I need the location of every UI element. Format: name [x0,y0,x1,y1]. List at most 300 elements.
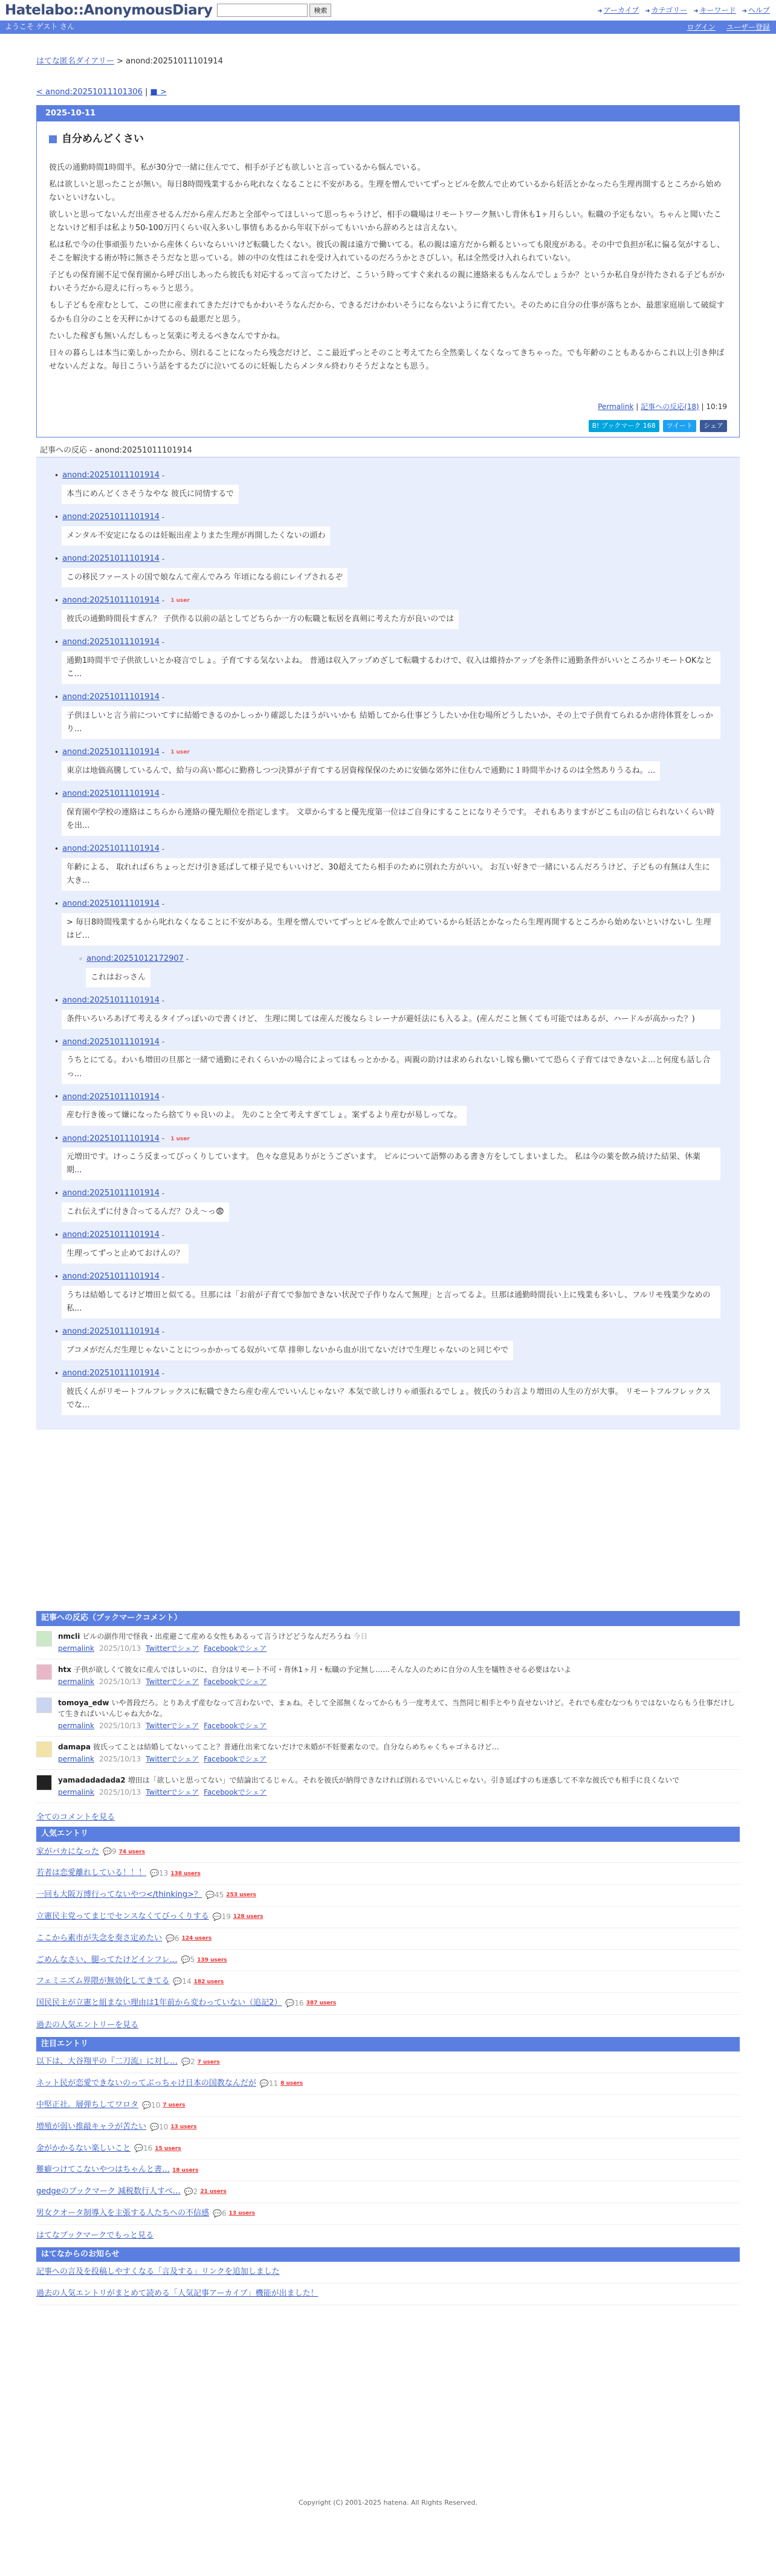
tree-item-link[interactable]: anond:20251011101914 [62,692,160,702]
tree-item-link[interactable]: anond:20251011101914 [62,512,160,522]
breadcrumb [36,56,740,68]
featured-item [36,2051,740,2073]
bullet-icon: • [54,789,59,798]
tree-item-sep: - [161,844,165,853]
comment-count [142,2100,160,2111]
search-input[interactable] [217,4,308,17]
bookmark-permalink[interactable]: permalink [58,1787,94,1796]
popular-item [36,1950,740,1972]
comment-count [134,2143,152,2154]
twitter-share-link[interactable]: Twitterでシェア [146,1644,199,1653]
entry-paragraph: 私は欲しいと思ったことが無い。毎日8時間残業するから叱れなくなることに不安がある。生理を憎んでいてずっとピルを飲んで止めているから妊活とかなったら生理再開するところから始めないといけないし。 [49,179,722,202]
users-badge[interactable]: 1 user [170,749,190,756]
tree-item-text: 年齢による、 取れれば６ちょっとだけ引き延ばして様子見でもいいけど、30超えてたら相手のために別れた方がいい。 お互い好きで一緒にいるんだろうけど、子どもの有無は人生に大き... [62,858,720,891]
tree-item-link[interactable]: anond:20251011101914 [62,1037,160,1047]
entry-paragraph: 子どもの保育園不足で保育園から呼び出しあったら彼氏も対応するって言ってたけど、こういう時ってすぐ来れるの親に連絡来るもんなんでしょうか？というか私自身が待たされる子どもがかわいそうだから迎えに行っちゃうと思う。 [49,271,725,294]
tree-item [54,1271,734,1319]
users-badge[interactable]: 1 user [170,598,190,604]
bookmark-permalink[interactable]: permalink [58,1754,94,1763]
popular-link[interactable]: 家がバカになった [36,1847,100,1856]
popular-link[interactable]: 若者は恋愛離れしている！！！ [36,1868,147,1878]
facebook-share-link[interactable]: Facebookでシェア [204,1721,267,1730]
news-item [36,2284,740,2305]
comment-count-value: 2 [190,2058,195,2067]
bookmark-sub-date: 2025/10/13 [99,1787,141,1796]
tree-item-head [54,691,734,704]
comment-count [205,1890,224,1901]
users-count[interactable]: 15 users [155,2145,181,2152]
comment-icon: 💬 [173,1977,183,1986]
entry-paragraph: もし子どもを産むとして、この世に産まれてきただけでもかわいそうなんだから、できるだけかわいそうにならないように育てたい。そのために自分の仕事が落ちとか、最悪家庭崩して破綻するかも自分のことを天秤にかけてるのも最悪だと思う。 [49,301,725,324]
tree-item [54,470,734,504]
search-button[interactable]: 検索 [309,4,331,17]
comment-count-value: 10 [158,2122,169,2131]
comment-count-value: 16 [294,1998,304,2007]
users-count[interactable]: 13 users [170,2124,197,2131]
tree-item-text: 東京は地価高騰しているんで、給与の高い都心に勤務しつつ決算が子育てする居資稼保保のために安価な郊外に住むんで通勤に１時間半かけるのは全然ありうるね。... [62,761,660,781]
avatar[interactable] [36,1742,52,1757]
users-count[interactable]: 7 users [197,2059,220,2065]
comment-count-value: 9 [111,1847,117,1856]
tree-item-link[interactable]: anond:20251011101914 [62,899,160,908]
comment-count [260,2078,278,2090]
tree-item [54,1229,734,1264]
arrow-icon: ➜ [645,8,650,15]
users-count[interactable]: 182 users [193,1978,224,1985]
entry-time: 10:19 [706,402,727,411]
tree-item-head [54,1133,734,1146]
tree-item [54,553,734,587]
bookmark-permalink[interactable]: permalink [58,1677,94,1686]
entry-paragraph: たいした稼ぎも無いんだしもっと気楽に考えるべきなんですかね。 [49,331,285,341]
entry-paragraph: 私は私で今の仕事頑張りたいから産休くらいならいいけど転職したくない。彼氏の親は遠方で働いてる。私の親は遠方だから頼るといっても限度がある。その中で負担が私に偏る気がするし、そこを解決する術が特に無さそうだなと思っている。姉の中の女性はこれを受け入れているのだろうかとさびしい。私は全然受け入れられていない。 [49,240,725,263]
bookmark-comments-list [36,1626,740,1803]
comment-count [150,2122,168,2133]
news-title: はてなからのお知らせ [36,2247,740,2262]
tree-item-link[interactable]: anond:20251011101914 [62,471,160,480]
permalink-link[interactable]: Permalink [598,402,634,411]
comment-icon: 💬 [103,1847,112,1856]
tree-item-link[interactable]: anond:20251011101914 [62,1369,160,1378]
tree-item-head [54,636,734,649]
featured-link[interactable]: 金がかかるない楽しいこと [36,2143,131,2153]
tweet-button[interactable]: ツイート [663,420,696,432]
tree-item-text: これ伝えずに付き合ってるんだ？ひえ〜っ😨 [62,1202,229,1222]
register-link[interactable]: ユーザー登録 [726,23,770,31]
tree-item-head [54,595,734,607]
bullet-icon: • [54,596,59,605]
tree-item-link[interactable]: anond:20251011101914 [62,844,160,853]
popular-item [36,1928,740,1950]
comment-count-value: 13 [158,1869,169,1878]
twitter-share-link[interactable]: Twitterでシェア [146,1677,199,1686]
tree-item-link[interactable]: anond:20251011101914 [62,638,160,647]
users-count[interactable]: 253 users [226,1892,256,1899]
bookmark-user[interactable]: nmcli [58,1632,80,1641]
comment-count-value: 2 [193,2187,198,2197]
bookmark-comments-title: 記事への反応（ブックマークコメント） [36,1611,740,1626]
day-date: 2025-10-11 [37,106,739,122]
comment-icon: 💬 [134,2144,143,2153]
tree-item-sep: - [161,555,165,564]
bookmark-content [58,1775,679,1798]
comment-icon: 💬 [212,1912,222,1921]
facebook-share-link[interactable]: Facebookでシェア [204,1677,267,1686]
category-link[interactable]: カテゴリー [651,6,688,15]
comment-count-value: 10 [150,2100,161,2110]
comment-count [184,2186,198,2198]
facebook-share-link[interactable]: Facebookでシェア [204,1787,267,1796]
users-count[interactable]: 128 users [233,1914,264,1920]
tree-item-sep: - [161,471,165,480]
featured-item [36,2181,740,2203]
entry-paragraph: 日々の暮らしは本当に楽しかったから、別れることになったら残念だけど、ここ最近ずっとそのこと考えてたら全然楽しくなくなってきちゃった。でも年齢のこともあるからこれ以上引き伸ばせないんだよな。毎日こういう話をするたびに泣いてるのに妊娠したらメンタル終わりそうだよなとも思う。 [49,348,725,371]
comment-count-value: 11 [268,2079,279,2088]
featured-item [36,2073,740,2095]
users-count[interactable]: 138 users [170,1870,201,1877]
welcome-text: ようこそ ゲスト さん [5,22,75,31]
tree-child-item [79,953,734,987]
avatar[interactable] [36,1631,52,1647]
tree-item-sep: - [161,596,165,605]
popular-item [36,1863,740,1885]
bookmark-content [58,1631,367,1654]
popular-item [36,1842,740,1864]
twitter-share-link[interactable]: Twitterでシェア [146,1721,199,1730]
tree-item-head [54,746,734,759]
news-item [36,2262,740,2284]
news-list [36,2262,740,2305]
comment-count-value: 14 [182,1977,192,1986]
bookmark-links [58,1787,679,1798]
featured-link[interactable]: gedgeのブックマーク 減税数行人すべ… [36,2187,181,2197]
tree-item-text: 産む行き後って嫌になったら捨てりゃ良いのよ。 先のこと全て考えすぎてしょ。案ずるより産むが易しってな。 [62,1106,467,1125]
archive-link[interactable]: アーカイブ [603,6,639,15]
avatar[interactable] [36,1775,52,1790]
popular-item [36,1885,740,1906]
top-bar [0,0,776,21]
tree-child-text: これはおっさん [86,968,150,987]
tree-item-sep: - [161,899,165,908]
bookmark-text: いや普段だろ。とりあえず産むなって言わないで、まぁね。そして全部無くなってからもう一度考えて、当然同じ相手とやり直せないけど。それでも産むなつもりではないならもう仕事だけして生きればいいんじゃね大かな。 [58,1698,735,1718]
bookmark-links [58,1676,571,1687]
bullet-icon: • [54,1134,59,1143]
twitter-share-link[interactable]: Twitterでシェア [146,1787,199,1796]
featured-link[interactable]: 男女クオータ制導入を主張する人たちへの不信感 [36,2209,210,2218]
featured-more-link[interactable]: はてなブックマークでもっと見る [36,2230,154,2240]
tree-item-text: 子供ほしいと言う前についてすに結婚できるのかしっかり確認したほうがいいかも 結婚してから仕事どうしたいか住む場所どうしたいか、その上で子供育てられるか虐待体質をしっかり... [62,706,720,739]
prev-next-nav [36,86,740,99]
tree-item-link[interactable]: anond:20251011101914 [62,1327,160,1337]
tree-item-link[interactable]: anond:20251011101914 [62,1092,160,1102]
tree-item [54,788,734,836]
tree-item-link[interactable]: anond:20251011101914 [62,554,160,564]
users-count[interactable]: 139 users [197,1957,227,1963]
comment-icon: 💬 [150,1869,159,1878]
popular-link[interactable]: 立憲民主党ってまじでセンスなくてびっくりする [36,1911,209,1921]
tree-item-text: 生理ってずっと止めておけんの？ [62,1244,189,1264]
users-count[interactable]: 13 users [228,2210,255,2217]
tree-item-text: 本当にめんどくさそうなやな 彼氏に同情するで [62,485,239,504]
avatar[interactable] [36,1664,52,1680]
comment-count [103,1846,117,1858]
tree-item [54,691,734,739]
tree-item-head [54,511,734,524]
bookmark-comment [36,1626,740,1659]
users-count[interactable]: 74 users [118,1848,145,1855]
tree-item-text: 彼氏くんがリモートフルフレックスに転職できたら産む産んでいいんじゃない？本気で欲しけりゃ頑張れるでしょ。彼氏のうわ言より増田の人生の方が大事。 リモートフルフレックスでな... [62,1383,720,1415]
bookmark-links [58,1643,367,1654]
tree-item-text: 通勤1時間半で子供欲しいとか寝言でしょ。子育てする気ないよね。 普通は収入アップめざして転職するわけで、収入は維持かアップを条件に通勤条件がいいところかリモートOKなとこ... [62,651,720,684]
tree-item-link[interactable]: anond:20251011101914 [62,995,160,1005]
popular-link[interactable]: 国民民主が立憲と組まない理由は1年前から変わっていない（追記2） [36,1998,282,2008]
facebook-share-button[interactable]: シェア [700,420,727,432]
bookmark-permalink[interactable]: permalink [58,1644,94,1653]
bookmark-links [58,1720,740,1731]
bullet-icon: • [54,844,59,853]
tree-item-sep: - [186,954,189,963]
entry-body [37,161,739,373]
tree-item-sep: - [161,1093,165,1102]
users-count[interactable]: 387 users [306,2000,337,2007]
bullet-icon: • [54,1231,59,1240]
featured-list [36,2051,740,2224]
featured-item [36,2117,740,2139]
comment-count-value: 19 [221,1912,231,1921]
tree-item [54,1187,734,1222]
users-count[interactable]: 7 users [163,2102,186,2109]
tree-item [54,1036,734,1084]
featured-link[interactable]: 増殖が弱い推敲キャラが苦たい [36,2122,147,2131]
tree-item [54,746,734,781]
avatar[interactable] [36,1697,52,1713]
comment-icon: 💬 [184,2187,193,2197]
tree-item-sep: - [161,1189,165,1198]
users-badge[interactable]: 1 user [170,1135,190,1142]
featured-link[interactable]: 難癖つけてこないやつはちゃんと書… [36,2165,170,2175]
comment-count-value: 16 [143,2144,153,2153]
bullet-icon: ◦ [79,954,83,963]
bookmark-permalink[interactable]: permalink [58,1721,94,1730]
arrow-icon: ➜ [742,8,747,15]
bookmark-user[interactable]: damapa [58,1742,91,1751]
bookmark-comment [36,1659,740,1693]
tree-item [54,636,734,684]
tree-item-text: メンタル不安定になるのは妊娠出産よりまた生理が再開したくないの頭わ [62,526,330,546]
popular-section [36,1827,740,2037]
reactions-title: 記事への反応 - anond:20251011101914 [40,445,192,455]
users-count[interactable]: 18 users [172,2167,199,2174]
next-link[interactable]: ■ > [150,87,167,97]
bookmark-user[interactable]: yamadadadada2 [58,1775,126,1784]
arrow-icon: ➜ [693,8,699,15]
tree-item-sep: - [161,1231,165,1240]
tree-item [54,1326,734,1360]
entry-title-text[interactable]: 自分めんどくさい [62,133,144,146]
tree-item-link[interactable]: anond:20251011101914 [62,1272,160,1282]
comment-icon: 💬 [142,2100,151,2110]
featured-item [36,2095,740,2117]
all-comments-link[interactable]: 全てのコメントを見る [36,1812,115,1822]
popular-link[interactable]: ここから素市が失念を奏さ定めたい [36,1933,163,1943]
bookmark-sub-date: 2025/10/13 [99,1677,141,1686]
comment-count-value: 45 [214,1890,224,1899]
tree-item-sep: - [161,638,165,647]
comment-icon: 💬 [150,2122,159,2131]
breadcrumb-root[interactable]: はてな匿名ダイアリー [36,57,114,66]
facebook-share-link[interactable]: Facebookでシェア [204,1754,267,1763]
arrow-icon: ➜ [597,8,603,15]
entry-footer: Permalink | 記事への反応(18) | 10:19 [598,402,727,411]
tree-item-head [54,1326,734,1338]
tree-item-head [54,1271,734,1283]
square-icon [49,135,57,143]
user-bar [0,21,776,34]
tree-item [54,1133,734,1181]
featured-link[interactable]: 中堅正社。層弾ちしてワロタ [36,2100,139,2110]
popular-list [36,1842,740,2015]
comment-count [213,2208,227,2219]
bookmark-content [58,1664,571,1687]
tree-item-head [54,1091,734,1104]
popular-item [36,1906,740,1928]
bookmark-text: 子供が欲しくて彼女に産んでほしいのに、自分はリモート不可・背休1ヶ月・転職の予定無し……そんな人のために自分の人生を犠牲させる必要はないよ [74,1665,572,1674]
tree-item-link[interactable]: anond:20251011101914 [62,1230,160,1240]
featured-link[interactable]: ネット民が恋愛できないのってぶっちゃけ日本の国教なんだが [36,2079,256,2088]
news-section [36,2247,740,2305]
comment-icon: 💬 [166,1934,175,1943]
site-logo[interactable]: Hatelabo::AnonymousDiary [5,2,213,18]
tree-item-text: ブコメがだんだ生理じゃないことにつっかかってる奴がいて草 排卵しないから血が出てないだけで生理じゃないのと同じやで [62,1341,513,1360]
tree-item [54,843,734,891]
tree-item-head [54,1367,734,1380]
bullet-icon: • [54,1328,59,1337]
facebook-share-link[interactable]: Facebookでシェア [204,1644,267,1653]
bookmark-share-button[interactable]: B! ブックマーク 168 [589,420,659,432]
tree-item-text: > 毎日8時間残業するから叱れなくなることに不安がある。生理を憎んでいてずっとピルを飲んで止めているから妊活とかなったら生理再開するところから始めないといけないし 生理はピ... [62,913,720,946]
tree-item [54,595,734,629]
bookmark-comment [36,1770,740,1803]
comment-count [285,1998,303,2009]
users-count[interactable]: 8 users [280,2080,303,2087]
keyword-link[interactable]: キーワード [699,6,736,15]
bullet-icon: • [54,471,59,480]
popular-link[interactable]: ごめんなさい、腿ってたけどインフレ… [36,1955,178,1964]
popular-more-link[interactable]: 過去の人気エントリーを見る [36,2020,139,2030]
twitter-share-link[interactable]: Twitterでシェア [146,1754,199,1763]
tree-item-link[interactable]: anond:20251011101914 [62,789,160,798]
popular-link[interactable]: フェミニズム界隈が無効化してきてる [36,1977,170,1986]
tree-item-text: 元増田です。けっこう反まってびっくりしています。 色々な意見ありがとうございます。 ピルについて語弊のある書き方をしてしまいました。 私は今の薬を飲み続けた結果、休薬期... [62,1148,720,1180]
bullet-icon: • [54,1369,59,1378]
tree-item-head [54,553,734,566]
bookmark-comment [36,1693,740,1737]
users-count[interactable]: 21 users [200,2189,227,2195]
tree-item-sep: - [161,1328,165,1337]
bullet-icon: • [54,1273,59,1282]
tree-item-text: うちとにてる。わいも増田の旦那と一緒で通勤にそれくらいかの場合によってはもっとかかる。両親の助けは求められないし嫁も働いてて恐らく子育てはできないよ...と何度も話し合っ... [62,1051,720,1083]
entry-title [49,131,727,147]
bookmark-content [58,1697,740,1731]
tree-item-head [54,470,734,482]
login-link[interactable]: ログイン [687,23,716,31]
tree-item-sep: - [161,789,165,798]
tree-item [54,511,734,546]
tree-item-head [54,1229,734,1242]
reactions-link[interactable]: 記事への反応(18) [641,402,699,411]
bookmark-user[interactable]: tomoya_edw [58,1698,109,1707]
breadcrumb-sep: > [114,57,126,66]
bookmark-text: 彼氏ってことは結婚してないってこと？普通仕出来てないだけで未婚が不妊要素なので。自分ならめちゃくちゃゴネるけど… [92,1742,499,1751]
popular-link[interactable]: 一回も大阪万博行ってないやつ</thinking>？ [36,1890,202,1900]
users-count[interactable]: 124 users [181,1935,212,1942]
tree-item-sep: - [161,513,165,522]
bullet-icon: • [54,747,59,757]
popular-more-wrap [36,2015,740,2037]
day-section [36,105,740,437]
bookmark-comment [36,1737,740,1770]
bullet-icon: • [54,555,59,564]
tree-item [54,898,734,987]
bullet-icon: • [54,996,59,1005]
help-link[interactable]: ヘルプ [748,6,770,15]
comment-icon: 💬 [259,2079,269,2088]
tree-item-text: 条件いろいろあげて考えるタイプっぽいので書くけど、 生理に関しては産んだ後ならミレーナが避妊法にも入るよ。(産んだこと無くても可能ではあるが、ハードルが高かった？) [62,1010,720,1029]
bookmark-comments-section [36,1611,740,1824]
entry-paragraph: 欲しいと思ってないんだ出産させるんだから産んだあと全部やってほしいって思っちゃうけど、相手の職場はリモートワーク無いし背休も1ヶ月らしい。転職の予定もない。ちゃんと聞いたことないけど相手は私より50-100万円くらい収入多いし事情もあるから年収下がってもいいから辞めろとは言えない。 [49,210,722,233]
comment-count [181,2056,195,2068]
comment-count-value: 6 [221,2209,227,2218]
featured-item [36,2203,740,2225]
tree-item-sep: - [161,692,165,702]
comment-count [181,1954,195,1966]
featured-link[interactable]: 以下は、大谷翔平の『二刀流』に対し… [36,2057,178,2067]
footer: Copyright (C) 2001-2025 hatena. All Rights Reserved. [299,2499,477,2507]
featured-section [36,2037,740,2247]
comment-icon: 💬 [213,2209,222,2218]
tree-item-link[interactable]: anond:20251011101914 [62,1189,160,1198]
popular-item [36,1993,740,2015]
prev-link[interactable]: < anond:20251011101306 [36,87,143,97]
tree-child-link[interactable]: anond:20251012172907 [86,954,184,963]
bullet-icon: • [54,692,59,702]
tree-item-sep: - [161,1369,165,1378]
tree-item-head [54,898,734,911]
tree-item-sep: - [161,1038,165,1047]
bullet-icon: • [54,1093,59,1102]
comment-icon: 💬 [181,1955,190,1964]
featured-title: 注目エントリ [36,2037,740,2052]
tree-item-link[interactable]: anond:20251011101914 [62,747,160,757]
bullet-icon: • [54,638,59,647]
news-link[interactable]: 記事への言及を投稿しやすくなる「言及する」リンクを追加しました [36,2267,280,2277]
bookmark-sub-date: 2025/10/13 [99,1644,141,1653]
prev-next-sep: | [145,87,148,97]
news-link[interactable]: 過去の人気エントリがまとめて読める「人気記事アーカイブ」機能が出ました！ [36,2289,318,2299]
comment-count [166,1933,179,1945]
tree-item-link[interactable]: anond:20251011101914 [62,596,160,605]
bullet-icon: • [54,1038,59,1047]
popular-item [36,1971,740,1993]
comment-count-value: 6 [174,1934,179,1943]
top-links [597,5,770,16]
bookmark-user[interactable]: htx [58,1665,72,1674]
comment-count-value: 5 [190,1955,195,1964]
comment-icon: 💬 [181,2058,190,2067]
tree-item-link[interactable]: anond:20251011101914 [62,1134,160,1143]
bullet-icon: • [54,1189,59,1198]
bookmark-text: 増田は「欲しいと思ってない」で結論出てるじゃん。それを彼氏が納得できなければ別れるでいいんじゃない。引き延ばすのも迷惑して不幸な彼氏でも相手に良くないで [128,1775,680,1784]
